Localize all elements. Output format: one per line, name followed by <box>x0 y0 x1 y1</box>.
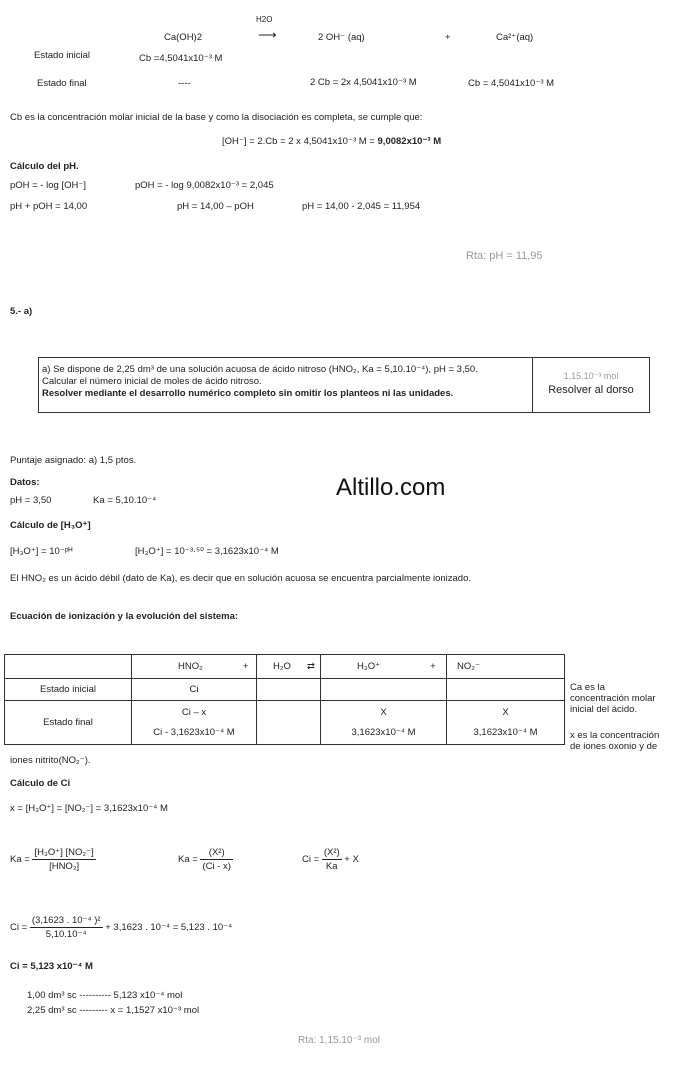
ka-fraction <box>32 846 95 873</box>
datos-heading: Datos: <box>10 477 40 488</box>
ci-fraction <box>322 846 342 873</box>
h3o-final-cell <box>321 701 447 745</box>
x-value: 3,1623x10⁻⁴ M <box>351 726 416 738</box>
side-note-x <box>570 730 659 752</box>
plus-sign: + <box>242 661 249 672</box>
table-row-final <box>5 701 565 745</box>
datos-ka: Ka = 5,10.10⁻⁴ <box>93 495 157 506</box>
watermark: Altillo.com <box>336 474 446 501</box>
estado-final-oh: 2 Cb = 2x 4,5041x10⁻³ M <box>310 77 417 88</box>
h2o-header: H₂O <box>273 661 291 672</box>
question-text <box>39 358 533 412</box>
ci-formula <box>302 846 359 873</box>
side-note-line: Ca es la <box>570 682 605 693</box>
x-symbol: X <box>380 706 387 718</box>
table-cell <box>321 655 447 679</box>
ci-calc-numerator: (3,1623 . 10⁻⁴ )² <box>31 915 101 926</box>
species-ca: Ca²⁺(aq) <box>496 32 534 43</box>
row-label-inicial: Estado inicial <box>5 679 132 701</box>
oh-result: 9,0082x10⁻³ M <box>377 136 442 147</box>
question-line-2: Calcular el número inicial de moles de ácido nitroso. <box>42 376 262 387</box>
ka-numerator: [H₃O⁺] [NO₂⁻] <box>34 847 94 858</box>
no2-final-cell <box>447 701 565 745</box>
question-box <box>38 357 650 413</box>
table-cell <box>321 679 447 701</box>
reaction-arrow: ⟶ <box>258 27 277 42</box>
species-base: Ca(OH)2 <box>164 32 203 43</box>
side-note-line: de iones oxonio y de <box>570 741 658 752</box>
hno2-header: HNO₂ <box>178 661 203 672</box>
table-cell <box>257 701 321 745</box>
evolution-table <box>4 654 565 745</box>
side-note-line: x es la concentración <box>570 730 660 741</box>
ph-calculation: pH = 14,00 - 2,045 = 11,954 <box>302 201 421 212</box>
ka-x-formula <box>178 846 233 873</box>
side-note-line: inicial del ácido. <box>570 704 638 715</box>
species-oh: 2 OH⁻ (aq) <box>318 32 365 43</box>
table-cell <box>447 655 565 679</box>
puntaje-asignado: Puntaje asignado: a) 1,5 ptos. <box>10 455 137 466</box>
table-cell <box>132 655 257 679</box>
ci-cell: Ci <box>132 679 257 701</box>
question-line-3: Resolver mediante el desarrollo numérico completo sin omitir los planteos ni las unidades. <box>42 388 454 399</box>
estado-final-ca: Cb = 4,5041x10⁻³ M <box>468 78 555 89</box>
no2-header: NO₂⁻ <box>457 661 480 672</box>
ci-heading: Cálculo de Ci <box>10 778 71 789</box>
ci-calc-fraction <box>30 914 103 941</box>
estado-inicial-value: Cb =4,5041x10⁻³ M <box>139 53 223 64</box>
ci-label: Ci = <box>302 854 320 866</box>
ka-denominator: [HNO₂] <box>32 859 95 873</box>
ci-numerator: (X²) <box>323 847 340 858</box>
ci-minus-x: Ci – x <box>181 706 207 718</box>
ph-formula: pH = 14,00 – pOH <box>177 201 254 212</box>
ka-x-fraction <box>200 846 233 873</box>
answer-ph: Rta: pH = 11,95 <box>466 250 543 262</box>
hno2-paragraph: El HNO₂ es un ácido débil (dato de Ka), es decir que en solución acuosa se encuentra parcialmente ionizado. <box>10 573 472 584</box>
plus-sign: + <box>430 661 436 672</box>
ph-sum: pH + pOH = 14,00 <box>10 201 88 212</box>
x-value: 3,1623x10⁻⁴ M <box>473 726 538 738</box>
side-note-ca <box>570 682 656 715</box>
table-cell <box>5 655 132 679</box>
oh-equation: [OH⁻] = 2.Cb = 2 x 4,5041x10⁻³ M = <box>222 136 378 147</box>
answer-hint: 1,15.10⁻³ mol <box>563 371 619 381</box>
ci-calculation <box>10 914 232 941</box>
side-note-line: concentración molar <box>570 693 656 704</box>
ci-plus-x: + X <box>344 854 359 866</box>
oh-equation-line <box>222 136 441 148</box>
ka-label: Ka = <box>10 854 30 866</box>
resolver-al-dorso: Resolver al dorso <box>548 384 634 396</box>
ph-heading: Cálculo del pH. <box>10 161 79 172</box>
poh-definition: pOH = - log [OH⁻] <box>10 180 87 191</box>
answer-cell <box>533 358 649 412</box>
proportion-line-1: 1,00 dm³ sc ---------- 5,123 x10⁻⁴ mol <box>27 990 183 1001</box>
equilibrium-arrow: ⇄ <box>306 661 315 672</box>
table-cell <box>447 679 565 701</box>
x-symbol: X <box>502 706 509 718</box>
x-equation: x = [H₃O⁺] = [NO₂⁻] = 3,1623x10⁻⁴ M <box>10 803 168 814</box>
h3o-heading: Cálculo de [H₃O⁺] <box>10 520 91 531</box>
ka-label: Ka = <box>178 854 198 866</box>
row-label-final: Estado final <box>5 701 132 745</box>
ka-x-numerator: (X²) <box>208 847 225 858</box>
answer-moles: Rta: 1,15.10⁻³ mol <box>298 1035 380 1046</box>
ci-denominator: Ka <box>322 859 342 873</box>
plus-sign: + <box>445 32 451 43</box>
ci-calc-rest: + 3,1623 . 10⁻⁴ = 5,123 . 10⁻⁴ <box>105 922 233 934</box>
question-5-label: 5.- a) <box>10 306 33 317</box>
ionizacion-heading: Ecuación de ionización y la evolución del sistema: <box>10 611 239 622</box>
h3o-header: H₃O⁺ <box>357 661 381 672</box>
h3o-calculation: [H₃O⁺] = 10⁻³·⁵⁰ = 3,1623x10⁻⁴ M <box>135 546 279 557</box>
ci-minus-x-cell <box>132 701 257 745</box>
iones-nitrito: iones nitrito(NO₂⁻). <box>10 755 91 766</box>
ka-x-denominator: (Ci - x) <box>202 861 231 872</box>
table-row-inicial <box>5 679 565 701</box>
question-line-1: a) Se dispone de 2,25 dm³ de una solución acuosa de ácido nitroso (HNO₂, Ka = 5,10.10⁻⁴), pH = 3,50. <box>42 364 478 375</box>
estado-final-base: ---- <box>178 78 191 89</box>
ka-formula <box>10 846 96 873</box>
estado-inicial-label: Estado inicial <box>34 50 90 61</box>
ci-result: Ci = 5,123 x10⁻⁴ M <box>10 961 93 972</box>
table-header-row <box>5 655 565 679</box>
ci-calc-denominator: 5,10.10⁻⁴ <box>30 927 103 941</box>
ci-label: Ci = <box>10 922 28 934</box>
estado-final-label: Estado final <box>37 78 87 89</box>
table-cell <box>257 655 321 679</box>
h3o-definition: [H₃O⁺] = 10⁻ᵖᴴ <box>10 546 73 557</box>
proportion-line-2: 2,25 dm³ sc --------- x = 1,1527 x10⁻³ mol <box>27 1005 200 1016</box>
datos-ph: pH = 3,50 <box>10 495 52 506</box>
table-cell <box>257 679 321 701</box>
oh-paragraph: Cb es la concentración molar inicial de la base y como la disociación es completa, se cumple que: <box>10 112 423 123</box>
poh-calculation: pOH = - log 9,0082x10⁻³ = 2,045 <box>135 180 274 191</box>
ci-minus-value: Ci - 3,1623x10⁻⁴ M <box>153 726 235 738</box>
h2o-over-arrow: H2O <box>256 15 273 24</box>
